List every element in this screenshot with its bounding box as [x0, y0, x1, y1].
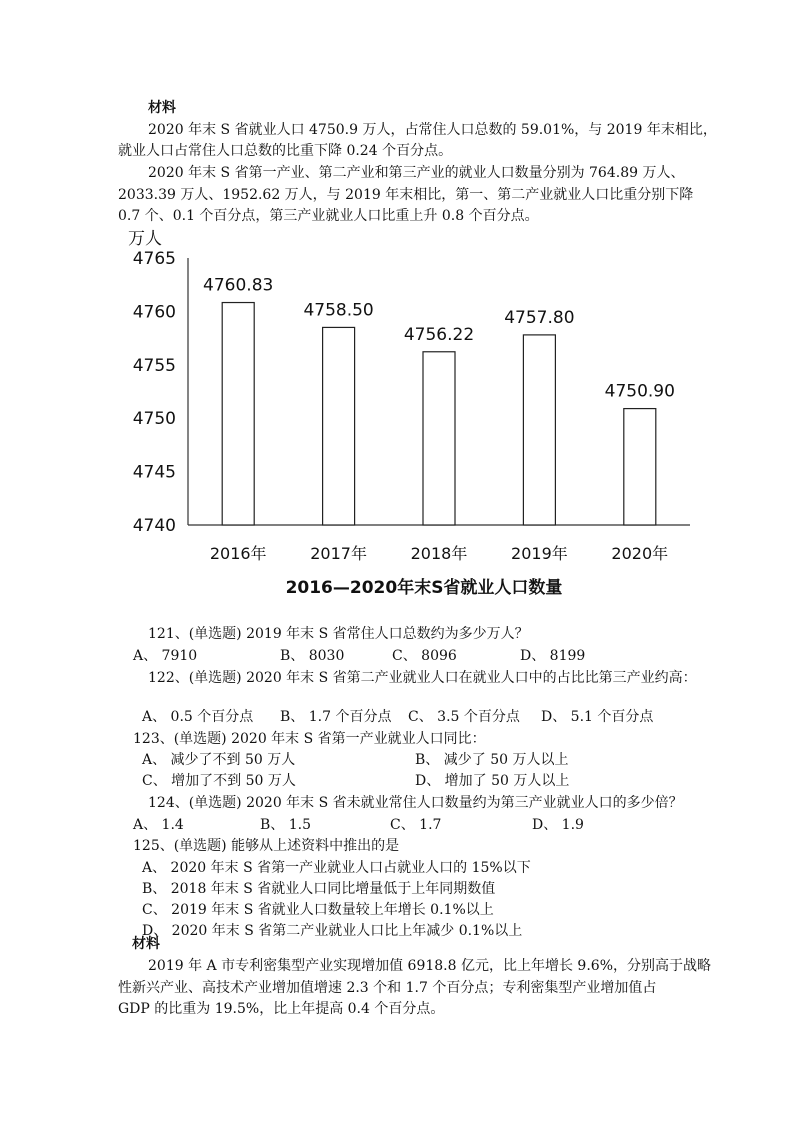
y-axis-unit-label: 万人 [128, 229, 162, 249]
material-paragraph-line: 2020 年末 S 省第一产业、第二产业和第三产业的就业人口数量分别为 764.89 万人、 [148, 165, 685, 181]
answer-option[interactable]: D、 增加了 50 万人以上 [415, 773, 570, 789]
y-tick-label: 4765 [132, 249, 176, 269]
y-tick-label: 4740 [132, 516, 176, 536]
answer-option[interactable]: A、 2020 年末 S 省第一产业就业人口占就业人口的 15%以下 [142, 860, 531, 876]
question-stem: 125、(单选题) 能够从上述资料中推出的是 [133, 838, 400, 854]
answer-option[interactable]: B、 1.7 个百分点 [280, 709, 392, 725]
answer-option[interactable]: B、 8030 [280, 648, 345, 664]
bar [523, 335, 555, 525]
material-paragraph-line: 性新兴产业、高技术产业增加值增速 2.3 个和 1.7 个百分点；专利密集型产业增加值占 [118, 980, 657, 996]
material-paragraph-line: 就业人口占常住人口总数的比重下降 0.24 个百分点。 [118, 143, 453, 159]
answer-option[interactable]: C、 1.7 [390, 817, 442, 833]
material-paragraph-line: 0.7 个、0.1 个百分点，第三产业就业人口比重上升 0.8 个百分点。 [118, 208, 539, 224]
question-stem: 124、(单选题) 2020 年末 S 省未就业常住人口数量约为第三产业就业人口的多少倍？ [148, 795, 683, 811]
x-tick-label: 2018年 [410, 544, 468, 563]
answer-option[interactable]: C、 8096 [392, 648, 457, 664]
x-tick-label: 2020年 [611, 544, 669, 563]
answer-option[interactable]: B、 2018 年末 S 省就业人口同比增量低于上年同期数值 [142, 881, 496, 897]
bar-value-label: 4750.90 [604, 381, 675, 402]
material-paragraph-line: 2033.39 万人、1952.62 万人，与 2019 年末相比，第一、第二产业就业人口比重分别下降 [118, 187, 694, 203]
y-tick-label: 4755 [132, 355, 176, 376]
material-paragraph-line: GDP 的比重为 19.5%，比上年提高 0.4 个百分点。 [118, 1001, 445, 1017]
answer-option[interactable]: A、 减少了不到 50 万人 [142, 752, 296, 768]
answer-option[interactable]: B、 减少了 50 万人以上 [415, 752, 569, 768]
question-stem: 121、(单选题) 2019 年末 S 省常住人口总数约为多少万人？ [148, 626, 529, 642]
material-paragraph-line: 2020 年末 S 省就业人口 4750.9 万人，占常住人口总数的 59.01%，与 2019 年末相比， [148, 122, 717, 138]
answer-option[interactable]: A、 1.4 [133, 817, 184, 833]
bar-value-label: 4758.50 [303, 300, 374, 321]
answer-option[interactable]: C、 3.5 个百分点 [408, 709, 520, 725]
question-stem: 123、(单选题) 2020 年末 S 省第一产业就业人口同比： [133, 731, 486, 747]
bar [624, 409, 656, 525]
x-tick-label: 2016年 [209, 544, 267, 563]
bar-value-label: 4756.22 [403, 324, 475, 345]
material-paragraph-line: 2019 年 A 市专利密集型产业实现增加值 6918.8 亿元，比上年增长 9.6%，分别高于战略 [148, 958, 711, 974]
material-heading: 材料 [132, 936, 160, 952]
answer-option[interactable]: A、 7910 [133, 648, 198, 664]
answer-option[interactable]: D、 1.9 [532, 817, 584, 833]
question-stem: 122、(单选题) 2020 年末 S 省第二产业就业人口在就业人口中的占比比第三产业约高： [148, 670, 697, 686]
bar [222, 303, 254, 525]
y-tick-label: 4745 [132, 462, 176, 483]
material-heading: 材料 [148, 100, 176, 116]
x-tick-label: 2019年 [511, 544, 568, 563]
answer-option[interactable]: D、 8199 [520, 648, 586, 664]
answer-option[interactable]: B、 1.5 [260, 817, 312, 833]
y-tick-label: 4760 [132, 302, 176, 323]
bar [423, 352, 455, 525]
y-tick-label: 4750 [132, 409, 176, 430]
chart-title: 2016—2020年末S省就业人口数量 [285, 578, 563, 598]
answer-option[interactable]: C、 2019 年末 S 省就业人口数量较上年增长 0.1%以上 [142, 902, 494, 918]
bar-value-label: 4757.80 [504, 307, 575, 328]
answer-option[interactable]: D、 5.1 个百分点 [541, 709, 654, 725]
answer-option[interactable]: D、 2020 年末 S 省第二产业就业人口比上年减少 0.1%以上 [142, 923, 523, 939]
bar-value-label: 4760.83 [203, 275, 274, 296]
answer-option[interactable]: A、 0.5 个百分点 [142, 709, 254, 725]
answer-option[interactable]: C、 增加了不到 50 万人 [142, 773, 296, 789]
x-tick-label: 2017年 [310, 544, 367, 563]
bar [323, 327, 355, 525]
